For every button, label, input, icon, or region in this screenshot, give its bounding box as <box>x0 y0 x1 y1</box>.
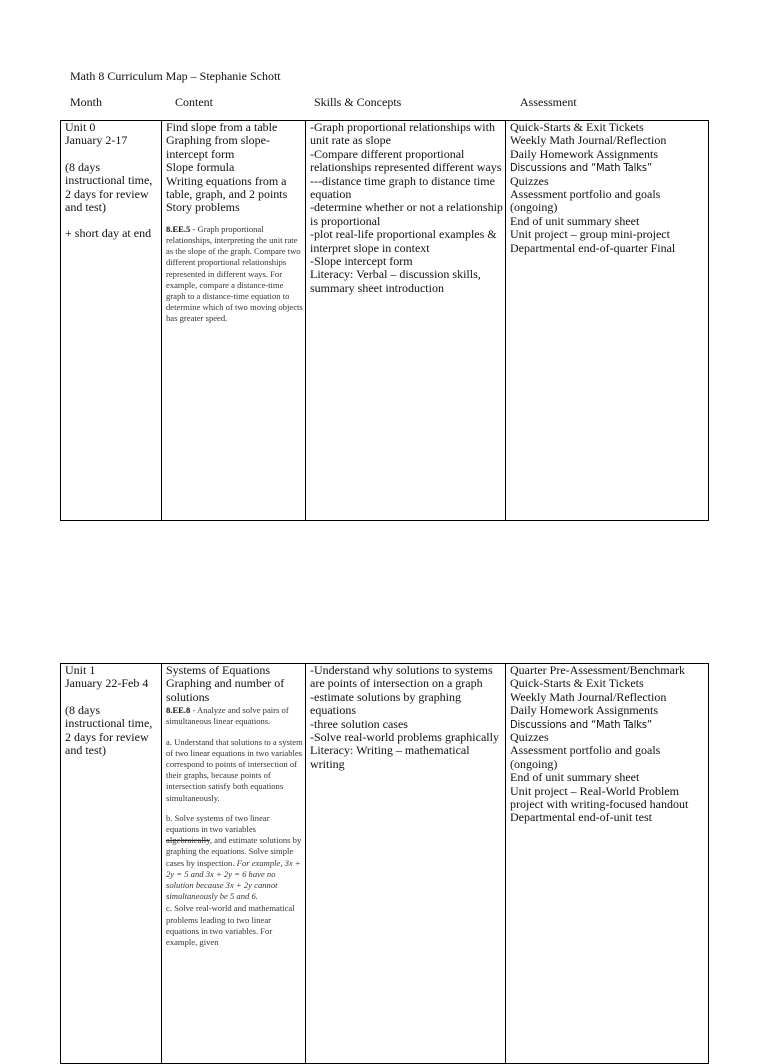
unit-0-assessment-line: Quick-Starts & Exit Tickets <box>510 120 644 134</box>
unit-1-assessment-line: Quizzes <box>510 730 549 745</box>
unit-0-skill-line: equation <box>310 187 352 202</box>
standard-text: - Analyze and solve pairs of simultaneous linear equations. <box>166 705 289 727</box>
unit-1-month-line: (8 days <box>65 702 100 717</box>
unit-1-assessment-line: Discussions and “Math Talks” <box>510 717 652 731</box>
unit-0-skill-line: -Compare different proportional <box>310 146 465 161</box>
standard-part-a: a. Understand that solutions to a system of two linear equations in two variables correspond to points of intersection of their graphs, because points of intersection satisfy both equations simultaneously. <box>166 736 303 803</box>
unit-1-skill-line: are points of intersection on a graph <box>310 676 483 691</box>
unit-0-content-cell <box>162 121 306 521</box>
standard-part-c: c. Solve real-world and mathematical problems leading to two linear equations in two variables. For example, given <box>166 903 295 948</box>
part-b-text: , and estimate solutions by graphing the equations. Solve simple cases by inspection. <box>166 835 302 868</box>
unit-0-skill-line: interpret slope in context <box>310 240 430 255</box>
unit-0-skill-line: unit rate as slope <box>310 133 391 148</box>
unit-1-month-cell <box>61 664 162 1064</box>
unit-1-standard <box>166 705 303 948</box>
unit-1-month-line: January 22-Feb 4 <box>65 676 149 691</box>
page-title: Math 8 Curriculum Map – Stephanie Schott <box>70 69 281 83</box>
unit-0-assessment-line: Unit project – group mini-project <box>510 227 670 242</box>
unit-1-skill-line: -Solve real-world problems graphically <box>310 730 499 745</box>
unit-1-month-line: instructional time, <box>65 716 153 731</box>
unit-1-month-gap <box>65 691 159 704</box>
unit-1-assessment-line: Weekly Math Journal/Reflection <box>510 689 667 704</box>
unit-1-content-cell <box>162 664 306 1064</box>
unit-1-assessment-line: End of unit summary sheet <box>510 770 640 785</box>
unit-0-content-line: intercept form <box>166 146 235 161</box>
unit-0-assessment-line: (ongoing) <box>510 200 558 215</box>
unit-1-month-line: 2 days for review <box>65 729 149 744</box>
unit-0-month-line: + short day at end <box>65 226 152 241</box>
unit-0-month-gap <box>65 148 159 161</box>
unit-0-skills-cell <box>306 121 506 521</box>
unit-0-month-line: 2 days for review <box>65 186 149 201</box>
unit-0-skill-line: -plot real-life proportional examples & <box>310 227 497 242</box>
standard-code: 8.EE.8 <box>166 705 191 716</box>
unit-1-assessment-line: Departmental end-of-unit test <box>510 810 652 825</box>
unit-0-content-line: Graphing from slope- <box>166 133 270 148</box>
unit-0-row <box>61 121 709 521</box>
unit-1-assessment-line: (ongoing) <box>510 756 558 771</box>
standard-code: 8.EE.5 <box>166 223 191 234</box>
unit-0-month-line: (8 days <box>65 159 100 174</box>
unit-0-content-line: table, graph, and 2 points <box>166 187 288 202</box>
unit-1-content-line: Systems of Equations <box>166 663 270 677</box>
unit-0-skill-line: -determine whether or not a relationship <box>310 200 503 215</box>
unit-1-table <box>60 663 709 1064</box>
unit-1-skill-line: Literacy: Writing – mathematical <box>310 743 470 758</box>
unit-1-assessment-line: Daily Homework Assignments <box>510 703 658 718</box>
header-assessment: Assessment <box>520 95 577 109</box>
unit-0-assessment-line: Weekly Math Journal/Reflection <box>510 133 667 148</box>
part-b-text: b. Solve systems of two linear equations in two variables <box>166 812 270 835</box>
unit-1-content-line: solutions <box>166 689 210 704</box>
unit-1-skill-line: -estimate solutions by graphing <box>310 689 461 704</box>
unit-0-month-cell <box>61 121 162 521</box>
unit-0-skill-line: ---distance time graph to distance time <box>310 173 495 188</box>
unit-0-month-line: Unit 0 <box>65 120 96 134</box>
unit-0-skill-line: Literacy: Verbal – discussion skills, <box>310 267 481 282</box>
unit-0-skill-line: -Slope intercept form <box>310 254 413 269</box>
unit-1-assessment-line: Quarter Pre-Assessment/Benchmark <box>510 663 685 677</box>
standard-part-b <box>166 813 303 903</box>
unit-1-assessment-line: project with writing-focused handout <box>510 797 689 812</box>
unit-0-month-line: and test) <box>65 200 106 215</box>
unit-1-assessment-line: Assessment portfolio and goals <box>510 743 661 758</box>
part-b-example: For example, 3x + 2y = 5 and 3x + 2y = 6 have no solution because 3x + 2y cannot simultaneously be 5 and 6. <box>166 857 301 902</box>
unit-1-assessment-line: Unit project – Real-World Problem <box>510 783 679 798</box>
unit-1-assessment-cell <box>506 664 709 1064</box>
unit-1-month-line: and test) <box>65 743 106 758</box>
unit-0-assessment-line: Discussions and “Math Talks” <box>510 161 652 175</box>
unit-0-assessment-cell <box>506 121 709 521</box>
unit-0-skill-line: is proportional <box>310 213 381 228</box>
unit-0-assessment-line: Departmental end-of-quarter Final <box>510 240 676 255</box>
unit-0-skill-line: relationships represented different ways <box>310 160 502 175</box>
unit-1-skill-line: writing <box>310 756 345 771</box>
unit-0-month-line: January 2-17 <box>65 133 128 148</box>
header-month: Month <box>70 95 103 109</box>
unit-0-content-line: Find slope from a table <box>166 120 278 134</box>
unit-0-content-line: Writing equations from a <box>166 173 287 188</box>
unit-1-assessment-line: Quick-Starts & Exit Tickets <box>510 676 644 691</box>
header-skills: Skills & Concepts <box>314 95 402 109</box>
unit-0-month-line: instructional time, <box>65 173 153 188</box>
unit-0-assessment-line: Quizzes <box>510 173 549 188</box>
unit-0-content-line: Slope formula <box>166 160 235 175</box>
unit-0-skill-line: summary sheet introduction <box>310 280 444 295</box>
standard-intro <box>166 705 303 727</box>
unit-0-standard <box>166 224 303 325</box>
unit-0-content-line: Story problems <box>166 200 240 215</box>
standard-text: - Graph proportional relationships, interpreting the unit rate as the slope of the graph. Compare two different proportional relationships represented in different ways. For example, compare a distance-time graph to a distance-time equation to determine which of two moving objects has greater speed. <box>166 223 303 324</box>
unit-0-assessment-line: Daily Homework Assignments <box>510 146 658 161</box>
unit-0-assessment-line: Assessment portfolio and goals <box>510 187 661 202</box>
unit-1-skill-line: -Understand why solutions to systems <box>310 663 493 677</box>
unit-1-skill-line: equations <box>310 703 356 718</box>
header-content: Content <box>175 95 213 109</box>
unit-1-skills-cell <box>306 664 506 1064</box>
unit-1-content-line: Graphing and number of <box>166 676 285 691</box>
unit-1-month-line: Unit 1 <box>65 663 96 677</box>
unit-1-row <box>61 664 709 1064</box>
unit-1-skill-line: -three solution cases <box>310 716 408 731</box>
unit-0-table <box>60 120 709 521</box>
unit-0-skill-line: -Graph proportional relationships with <box>310 120 495 134</box>
unit-0-assessment-line: End of unit summary sheet <box>510 213 640 228</box>
part-b-struck-word: algebraically <box>166 835 210 846</box>
